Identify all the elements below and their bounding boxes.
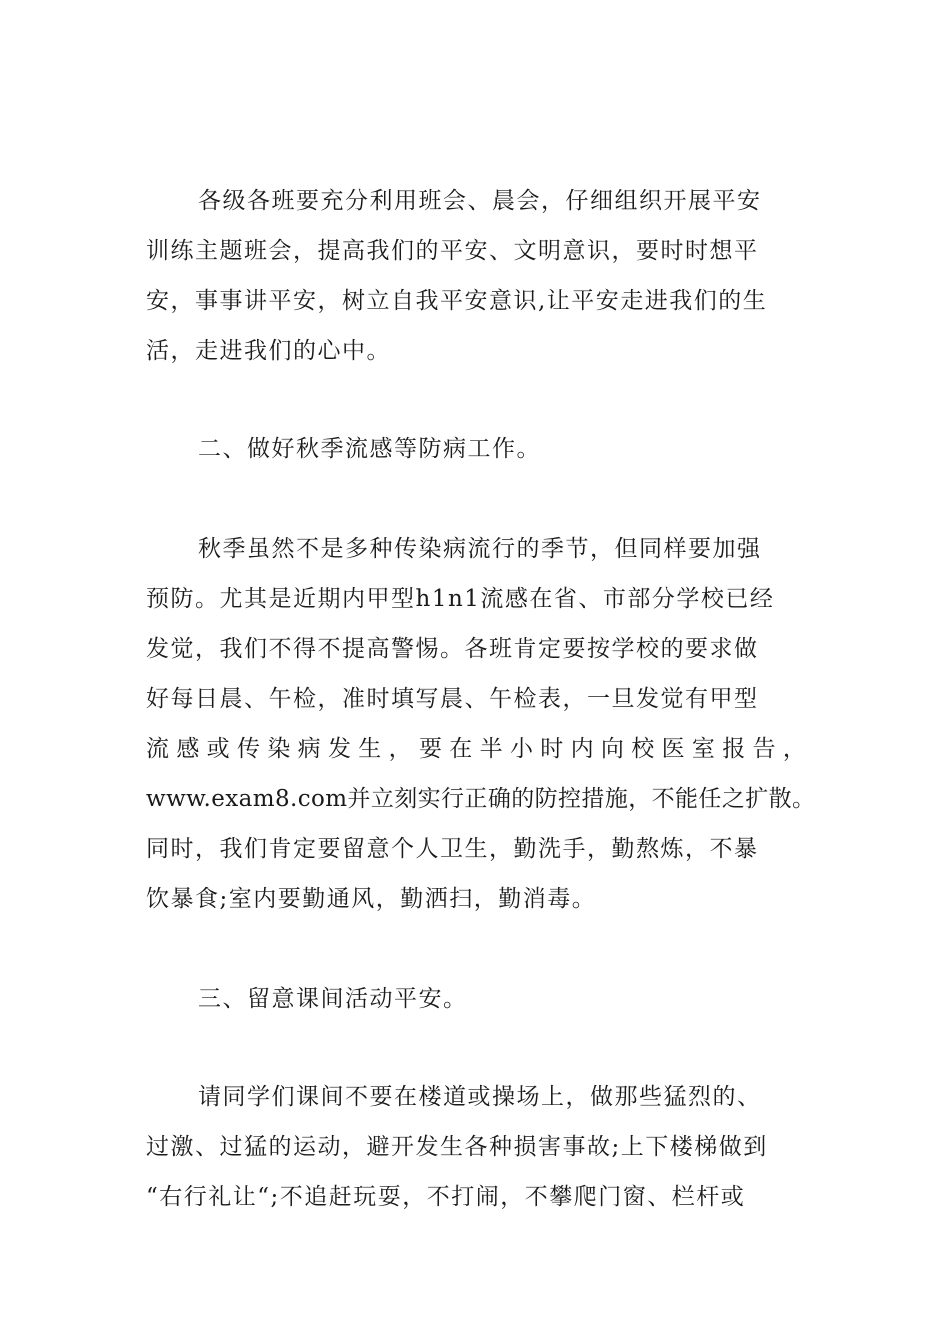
paragraph-3-line-3: “右行礼让“;不追赶玩耍，不打闹，不攀爬门窗、栏杆或 <box>146 1184 746 1210</box>
paragraph-3-line-1: 请同学们课间不要在楼道或操场上，做那些猛烈的、 <box>198 1084 762 1110</box>
paragraph-1-line-2: 训练主题班会，提高我们的平安、文明意识，要时时想平 <box>146 238 759 264</box>
section-heading-2: 二、做好秋季流感等防病工作。 <box>198 436 541 462</box>
paragraph-2-line-7: 同时，我们肯定要留意个人卫生，勤洗手，勤熬炼，不暴 <box>146 836 759 862</box>
paragraph-2-line-5: 流 感 或 传 染 病 发 生 ， 要 在 半 小 时 内 向 校 医 室 报 告 ， <box>146 736 806 762</box>
paragraph-2-line-1: 秋季虽然不是多种传染病流行的季节，但同样要加强 <box>198 536 762 562</box>
paragraph-2-line-6: www.exam8.com并立刻实行正确的防控措施，不能任之扩散。 <box>146 786 816 812</box>
paragraph-1-line-1: 各级各班要充分利用班会、晨会，仔细组织开展平安 <box>198 188 762 214</box>
paragraph-1-line-3: 安，事事讲平安，树立自我平安意识,让平安走进我们的生 <box>146 288 768 314</box>
paragraph-2-line-8: 饮暴食;室内要勤通风，勤洒扫，勤消毒。 <box>146 886 597 912</box>
section-heading-3: 三、留意课间活动平安。 <box>198 986 468 1012</box>
paragraph-2-line-4: 好每日晨、午检，准时填写晨、午检表，一旦发觉有甲型 <box>146 686 759 712</box>
paragraph-2-line-2: 预防。尤其是近期内甲型h1n1流感在省、市部分学校已经 <box>146 586 775 612</box>
paragraph-2-line-3: 发觉，我们不得不提高警惕。各班肯定要按学校的要求做 <box>146 636 759 662</box>
paragraph-1-line-4: 活，走进我们的心中。 <box>146 338 391 364</box>
paragraph-3-line-2: 过激、过猛的运动，避开发生各种损害事故;上下楼梯做到 <box>146 1134 768 1160</box>
